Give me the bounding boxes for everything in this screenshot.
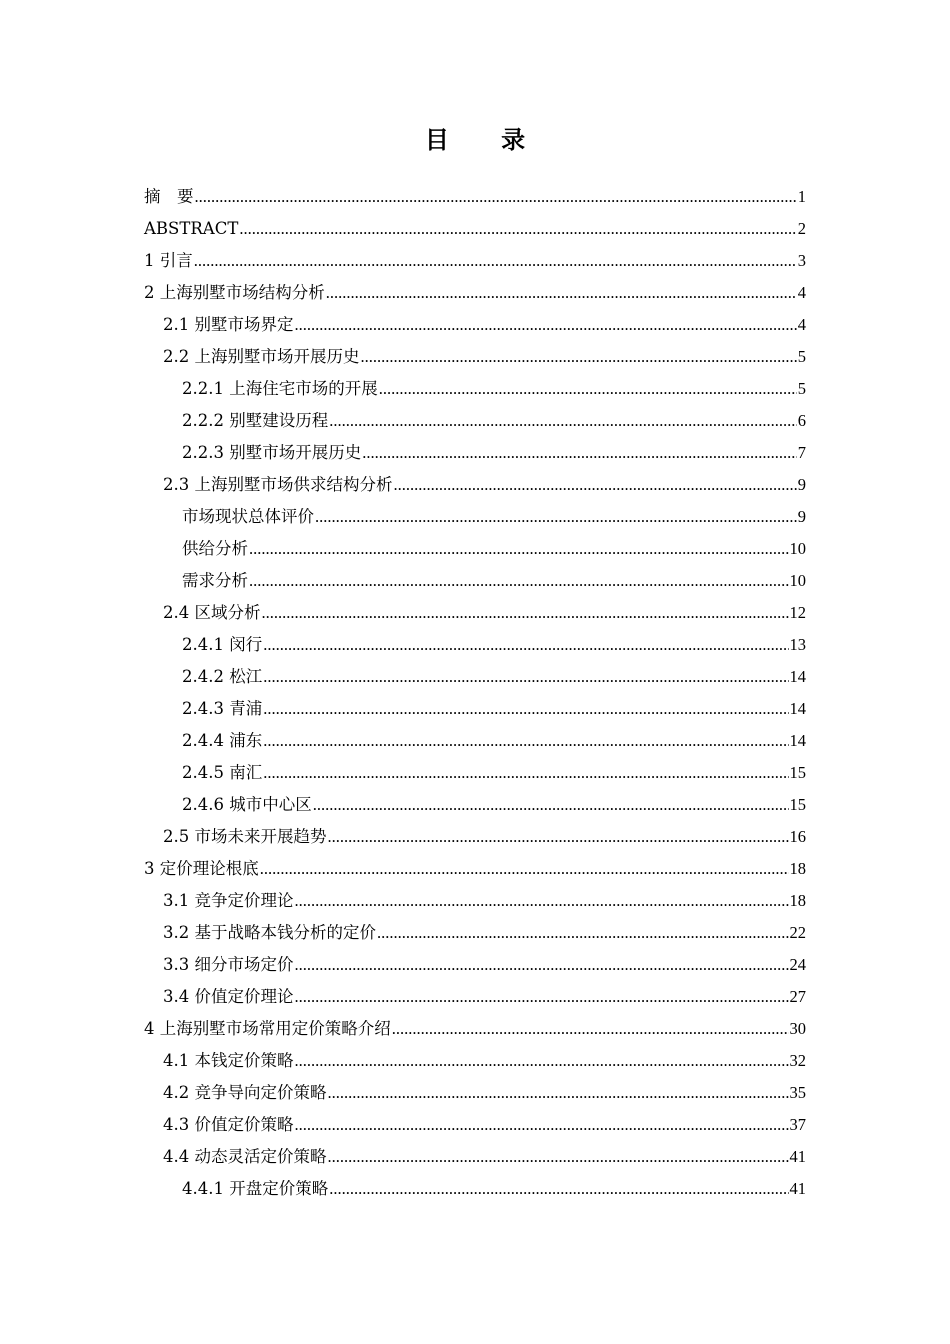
toc-entry-label: 4.4 动态灵活定价策略: [163, 1147, 327, 1166]
toc-dot-leader: [194, 245, 797, 277]
toc-entry-page-number: 13: [789, 635, 806, 654]
toc-dot-leader: [329, 1173, 788, 1205]
toc-entry-label: 3.1 竞争定价理论: [163, 891, 294, 910]
page-title: 目 录: [424, 125, 548, 154]
toc-entry-page-number: 9: [797, 507, 806, 526]
toc-entry-page-number: 18: [789, 891, 806, 910]
toc-entry[interactable]: [144, 1077, 806, 1109]
toc-entry[interactable]: [144, 373, 806, 405]
toc-entry-label: 2.1 别墅市场界定: [163, 315, 294, 334]
toc-entry-page-number: 15: [789, 795, 806, 814]
toc-entry-label: 需求分析: [182, 571, 248, 590]
toc-entry-label: 2.3 上海别墅市场供求结构分析: [163, 475, 393, 494]
toc-dot-leader: [295, 1109, 789, 1141]
toc-entry-label: 1 引言: [144, 251, 193, 270]
toc-dot-leader: [328, 821, 789, 853]
toc-entry-label: 2.2.3 别墅市场开展历史: [182, 443, 362, 462]
toc-entry[interactable]: [144, 213, 806, 245]
toc-entry-page-number: 32: [789, 1051, 806, 1070]
toc-dot-leader: [295, 309, 797, 341]
toc-entry[interactable]: [144, 1045, 806, 1077]
toc-dot-leader: [295, 885, 789, 917]
toc-entry[interactable]: [144, 469, 806, 501]
toc-dot-leader: [249, 565, 789, 597]
toc-entry-page-number: 22: [789, 923, 806, 942]
toc-dot-leader: [239, 213, 796, 245]
toc-entry-label: 2.5 市场未来开展趋势: [163, 827, 327, 846]
toc-dot-leader: [362, 437, 797, 469]
toc-entry[interactable]: [144, 885, 806, 917]
toc-entry-page-number: 14: [789, 699, 806, 718]
toc-entry[interactable]: [144, 533, 806, 565]
toc-dot-leader: [328, 1141, 789, 1173]
toc-entry-page-number: 18: [789, 859, 806, 878]
toc-dot-leader: [263, 757, 788, 789]
toc-entry[interactable]: [144, 693, 806, 725]
toc-entry[interactable]: [144, 405, 806, 437]
toc-entry-page-number: 1: [797, 187, 806, 206]
toc-entry-page-number: 5: [797, 347, 806, 366]
toc-entry-page-number: 5: [797, 379, 806, 398]
toc-entry[interactable]: [144, 629, 806, 661]
toc-entry[interactable]: [144, 949, 806, 981]
toc-dot-leader: [329, 405, 797, 437]
toc-entry-page-number: 6: [797, 411, 806, 430]
toc-entry-page-number: 24: [789, 955, 806, 974]
toc-entry-label: 2.4.2 松江: [182, 667, 263, 686]
toc-entry-page-number: 41: [789, 1179, 806, 1198]
toc-entry-label: 4 上海别墅市场常用定价策略介绍: [144, 1019, 391, 1038]
toc-entry-page-number: 3: [797, 251, 806, 270]
toc-entry-page-number: 41: [789, 1147, 806, 1166]
toc-entry-label: 2 上海别墅市场结构分析: [144, 283, 325, 302]
toc-dot-leader: [326, 277, 797, 309]
toc-entry[interactable]: [144, 597, 806, 629]
toc-dot-leader: [249, 533, 789, 565]
toc-entry-label: 2.4.4 浦东: [182, 731, 263, 750]
toc-entry[interactable]: [144, 1013, 806, 1045]
toc-entry-page-number: 16: [789, 827, 806, 846]
toc-dot-leader: [392, 1013, 789, 1045]
toc-entry-page-number: 35: [789, 1083, 806, 1102]
toc-entry-label: 4.2 竞争导向定价策略: [163, 1083, 327, 1102]
toc-entry[interactable]: [144, 789, 806, 821]
toc-entry-label: 2.2.2 别墅建设历程: [182, 411, 329, 430]
toc-dot-leader: [263, 693, 788, 725]
toc-dot-leader: [313, 789, 789, 821]
toc-entry-label: 摘 要: [144, 187, 194, 206]
toc-entry-label: 2.4.5 南汇: [182, 763, 263, 782]
toc-entry-label: 3.2 基于战略本钱分析的定价: [163, 923, 376, 942]
toc-dot-leader: [315, 501, 797, 533]
toc-entry-page-number: 7: [797, 443, 806, 462]
toc-dot-leader: [263, 661, 788, 693]
toc-entry-label: 4.3 价值定价策略: [163, 1115, 294, 1134]
toc-entry[interactable]: [144, 917, 806, 949]
toc-entry-label: 3.4 价值定价理论: [163, 987, 294, 1006]
toc-entry-page-number: 14: [789, 731, 806, 750]
toc-entry-label: 供给分析: [182, 539, 248, 558]
toc-entry-page-number: 4: [797, 315, 806, 334]
toc-dot-leader: [263, 629, 788, 661]
toc-entry[interactable]: [144, 757, 806, 789]
toc-entry-page-number: 30: [789, 1019, 806, 1038]
toc-entry-label: 3.3 细分市场定价: [163, 955, 294, 974]
toc-entry-label: 4.4.1 开盘定价策略: [182, 1179, 329, 1198]
toc-entry-page-number: 2: [797, 219, 806, 238]
toc-entry[interactable]: [144, 1173, 806, 1205]
toc-entry-label: 市场现状总体评价: [182, 507, 314, 526]
toc-entry[interactable]: [144, 565, 806, 597]
toc-entry[interactable]: [144, 437, 806, 469]
toc-entry-label: 2.4.1 闵行: [182, 635, 263, 654]
toc-entry[interactable]: [144, 341, 806, 373]
toc-dot-leader: [361, 341, 797, 373]
toc-entry[interactable]: [144, 501, 806, 533]
toc-entry[interactable]: [144, 181, 806, 213]
toc-entry[interactable]: [144, 309, 806, 341]
toc-entry-label: 4.1 本钱定价策略: [163, 1051, 294, 1070]
toc-dot-leader: [379, 373, 797, 405]
toc-entry-page-number: 15: [789, 763, 806, 782]
toc-entry-page-number: 12: [789, 603, 806, 622]
toc-dot-leader: [295, 949, 789, 981]
toc-entry[interactable]: [144, 821, 806, 853]
toc-dot-leader: [377, 917, 789, 949]
toc-entry[interactable]: [144, 1109, 806, 1141]
toc-dot-leader: [295, 981, 789, 1013]
toc-entry[interactable]: [144, 1141, 806, 1173]
toc-dot-leader: [263, 725, 788, 757]
toc-entry[interactable]: [144, 277, 806, 309]
toc-dot-leader: [195, 181, 797, 213]
toc-dot-leader: [328, 1077, 789, 1109]
toc-dot-leader: [394, 469, 797, 501]
toc-entry-label: 2.4.6 城市中心区: [182, 795, 312, 814]
toc-entry[interactable]: [144, 981, 806, 1013]
toc-entry-label: 2.2 上海别墅市场开展历史: [163, 347, 360, 366]
toc-entry-page-number: 37: [789, 1115, 806, 1134]
toc-entry[interactable]: [144, 725, 806, 757]
toc-entry[interactable]: [144, 245, 806, 277]
toc-entry[interactable]: [144, 853, 806, 885]
toc-entry-page-number: 9: [797, 475, 806, 494]
toc-entry-page-number: 10: [789, 571, 806, 590]
toc-entry-label: 2.2.1 上海住宅市场的开展: [182, 379, 378, 398]
toc-entry-label: 2.4 区域分析: [163, 603, 261, 622]
toc-entry-page-number: 14: [789, 667, 806, 686]
toc-entry-page-number: 10: [789, 539, 806, 558]
toc-entry-page-number: 27: [789, 987, 806, 1006]
toc-entry-label: ABSTRACT: [144, 219, 239, 238]
toc-entry-label: 3 定价理论根底: [144, 859, 259, 878]
toc-dot-leader: [295, 1045, 789, 1077]
toc-dot-leader: [262, 597, 789, 629]
toc-entry-label: 2.4.3 青浦: [182, 699, 263, 718]
toc-entry-page-number: 4: [797, 283, 806, 302]
table-of-contents: [144, 181, 806, 1205]
toc-entry[interactable]: [144, 661, 806, 693]
toc-dot-leader: [260, 853, 789, 885]
